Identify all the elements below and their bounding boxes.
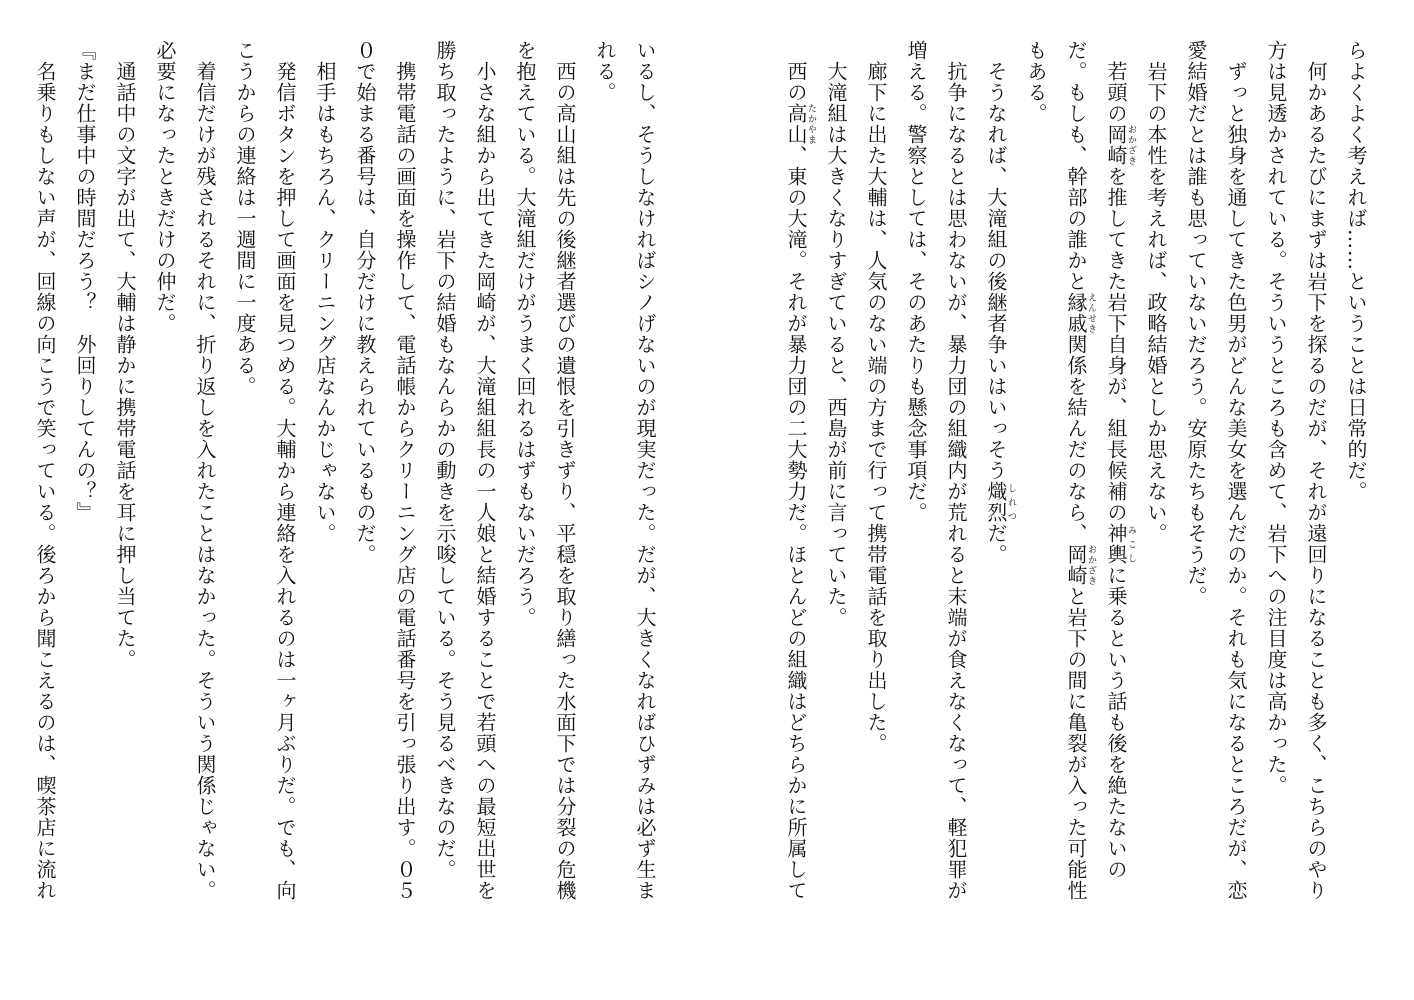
text-line: 『まだ仕事中の時間だろう？ 外回りしてんの？』 <box>73 40 97 523</box>
text-line: 方は見透かされている。そういうところも含めて、岩下への注目度は高かった。 <box>1264 40 1288 796</box>
text-line: 携帯電話の画面を操作して、電話帳からクリーニング店の電話番号を引っ張り出す。０５ <box>393 40 417 901</box>
right-page <box>707 0 1414 1000</box>
text-line: 名乗りもしない声が、回線の向こうで笑っている。後ろから聞こえるのは、喫茶店に流れ <box>33 40 57 901</box>
text-line: こうからの連絡は一週間に一度ある。 <box>233 40 257 397</box>
text-line: 小さな組から出てきた岡崎が、大滝組組長の一人娘と結婚することで若頭への最短出世を <box>473 40 497 901</box>
text-line: 大滝組は大きくなりすぎていると、西島が前に言っていた。 <box>824 40 848 628</box>
text-line: ずっと独身を通してきた色男がどんな美女を選んだのか。それも気になるところだが、恋 <box>1224 40 1248 901</box>
text-line: 何かあるたびにまずは岩下を探るのだが、それが遠回りになることも多く、こちらのやり <box>1304 40 1328 901</box>
text-line: 発信ボタンを押して画面を見つめる。大輔から連絡を入れるのは一ヶ月ぶりだ。でも、向 <box>273 40 297 901</box>
text-line: を抱えている。大滝組だけがうまく回れるはずもないだろう。 <box>513 40 537 628</box>
text-line: れる。 <box>593 40 617 103</box>
text-line: 通話中の文字が出て、大輔は静かに携帯電話を耳に押し当てた。 <box>113 40 137 670</box>
text-line: 愛結婚だとは誰も思っていないだろう。安原たちもそうだ。 <box>1184 40 1208 607</box>
text-line: 勝ち取ったように、岩下の結婚もなんらかの動きを示唆している。そう見るべきなのだ。 <box>433 40 457 880</box>
right-page-text <box>736 40 1376 980</box>
text-line: ０で始まる番号は、自分だけに教えられているものだ。 <box>353 40 377 565</box>
text-line: らよくよく考えれば……ということは日常的だ。 <box>1344 40 1368 502</box>
text-line: 若頭の岡崎おかざきを推してきた岩下自身が、組長候補の神輿みこしに乗るという話も後を絶たないの <box>1104 40 1136 880</box>
text-line: 抗争になるとは思わないが、暴力団の組織内が荒れると末端が食えなくなって、軽犯罪が <box>944 40 968 901</box>
furigana: 高山たかやま <box>784 103 816 145</box>
text-line: 増える。警察としては、そのあたりも懸念事項だ。 <box>904 40 928 523</box>
furigana: 神輿みこし <box>1104 523 1136 565</box>
text-line: だ。もしも、幹部の誰かと縁戚えんせき関係を結んだのなら、岡崎おかざきと岩下の間に亀裂が入った可能性 <box>1064 40 1096 901</box>
text-line: 相手はもちろん、クリーニング店なんかじゃない。 <box>313 40 337 544</box>
text-line: いるし、そうしなければシノげないのが現実だった。だが、大きくなればひずみは必ず生ま <box>633 40 657 901</box>
text-line: そうなれば、大滝組の後継者争いはいっそう熾烈しれつだ。 <box>984 40 1016 565</box>
text-line: 廊下に出た大輔は、人気のない端の方まで行って携帯電話を取り出した。 <box>864 40 888 754</box>
text-line: 西の高山たかやま、東の大滝。それが暴力団の二大勢力だ。ほとんどの組織はどちらかに所属して <box>784 40 816 901</box>
text-line: もある。 <box>1024 40 1048 124</box>
furigana: 縁戚えんせき <box>1064 292 1096 334</box>
furigana: 岡崎おかざき <box>1104 124 1136 166</box>
text-line: 必要になったときだけの仲だ。 <box>153 40 177 334</box>
left-page-text <box>5 40 665 980</box>
text-line: 岩下の本性を考えれば、政略結婚としか思えない。 <box>1144 40 1168 544</box>
text-line: 着信だけが残されるそれに、折り返しを入れたことはなかった。そういう関係じゃない。 <box>193 40 217 901</box>
text-line: 西の高山組は先の後継者選びの遺恨を引きずり、平穏を取り繕った水面下では分裂の危機 <box>553 40 577 901</box>
furigana: 岡崎おかざき <box>1064 544 1096 586</box>
furigana: 熾烈しれつ <box>984 481 1016 523</box>
